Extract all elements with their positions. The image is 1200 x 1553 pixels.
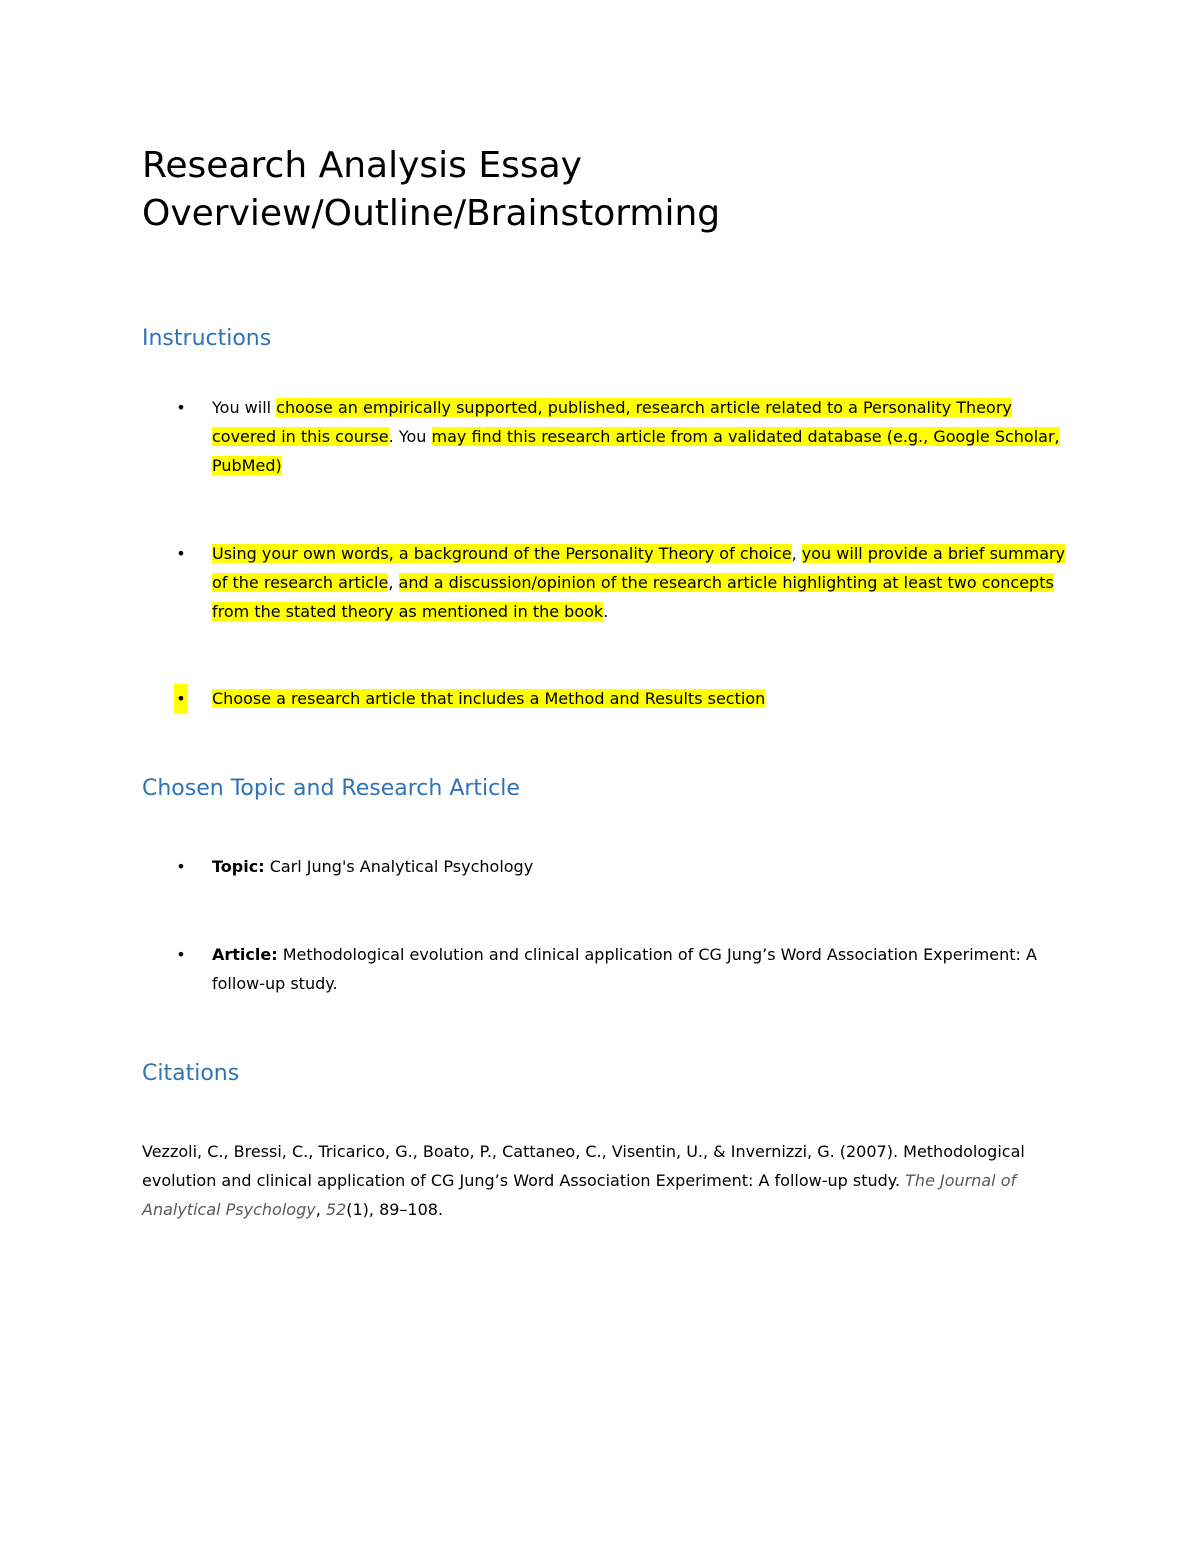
bullet-icon: •: [176, 857, 186, 876]
bullet-1-text-pre: You will: [212, 398, 277, 417]
citation-issue-pages: (1), 89–108.: [346, 1200, 444, 1219]
citation-authors: Vezzoli, C., Bressi, C., Tricarico, G., Boato, P., Cattaneo, C., Visentin, U., & Invernizzi, G. (2007). Methodological evolution and clinical application of CG Jung’s Word Association Experiment: A follow-up study.: [142, 1142, 1025, 1190]
title-line-1: Research Analysis Essay: [142, 145, 582, 186]
article-bullet: [176, 940, 1072, 998]
instruction-bullet-3: [176, 684, 1072, 713]
bullet-1-highlight-2: may find this research article from a validated database (e.g., Google Scholar, PubMed): [212, 427, 1060, 475]
topic-bullet: [176, 852, 1072, 881]
bullet-icon: •: [176, 544, 186, 563]
bullet-1-highlight-1: choose an empirically supported, published, research article related to a Personality Theory covered in this course: [212, 398, 1012, 446]
bullet-3-highlight-1: Choose a research article that includes a Method and Results section: [212, 689, 766, 708]
bullet-2-highlight-1: Using your own words, a background of the Personality Theory of choice: [212, 544, 792, 563]
instruction-bullet-2: [176, 539, 1072, 626]
bullet-2-text-mid: ,: [791, 544, 802, 563]
bullet-2-text-mid-2: ,: [388, 573, 399, 592]
article-value: Methodological evolution and clinical application of CG Jung’s Word Association Experiment: A follow-up study.: [212, 945, 1037, 993]
instructions-heading: Instructions: [142, 326, 272, 351]
article-label: Article:: [212, 945, 278, 964]
citation-separator: ,: [315, 1200, 326, 1219]
citation-volume: 52: [325, 1200, 347, 1219]
bullet-icon: •: [174, 684, 188, 713]
bullet-2-highlight-3: and a discussion/opinion of the research article highlighting at least two concepts from the stated theory as mentioned in the book: [212, 573, 1054, 621]
topic-label: Topic:: [212, 857, 265, 876]
citation-entry: [142, 1137, 1072, 1224]
chosen-topic-heading: Chosen Topic and Research Article: [142, 776, 520, 801]
bullet-icon: •: [176, 945, 186, 964]
citation-journal: The Journal of Analytical Psychology: [142, 1171, 1017, 1219]
bullet-icon: •: [176, 398, 186, 417]
title-line-2: Overview/Outline/Brainstorming: [142, 193, 721, 234]
bullet-2-text-post: .: [603, 602, 609, 621]
citations-heading: Citations: [142, 1061, 240, 1086]
document-title: [142, 142, 720, 238]
bullet-1-text-mid: . You: [388, 427, 432, 446]
instruction-bullet-1: [176, 393, 1072, 480]
topic-value: Carl Jung's Analytical Psychology: [264, 857, 534, 876]
bullet-2-highlight-2: you will provide a brief summary of the research article: [212, 544, 1066, 592]
